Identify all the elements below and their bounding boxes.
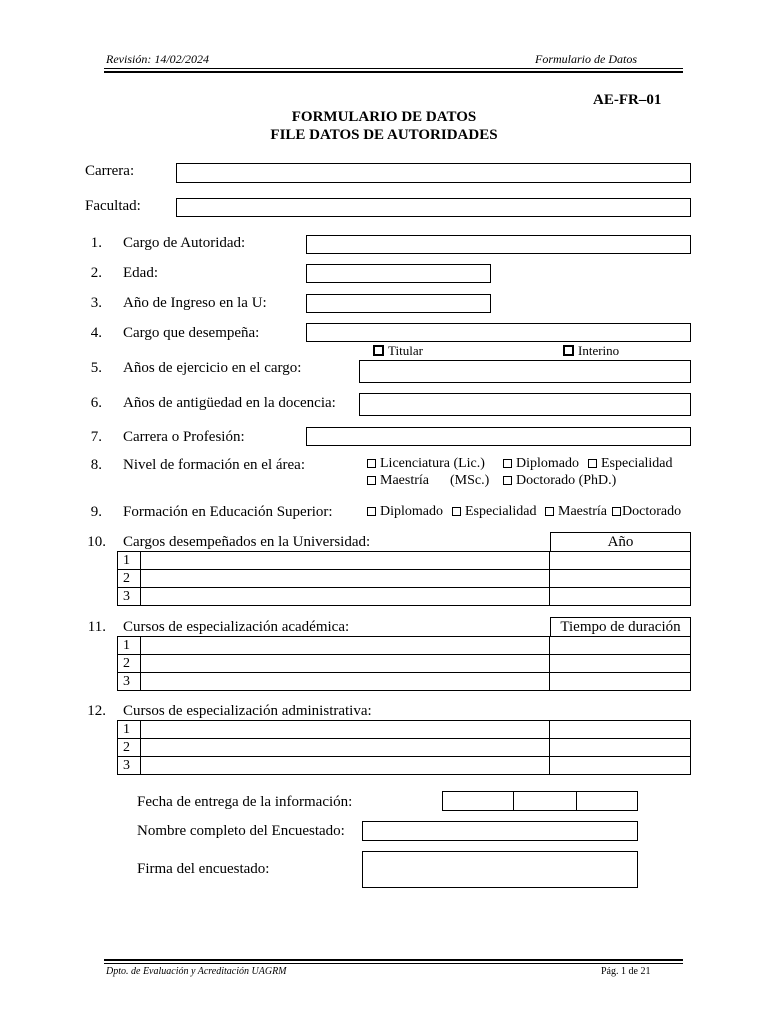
row-number: 1 xyxy=(118,637,141,655)
q9-diplomado-checkbox[interactable] xyxy=(367,507,376,516)
row-number: 2 xyxy=(118,655,141,673)
fecha-dia-field[interactable] xyxy=(442,791,514,811)
interino-checkbox[interactable] xyxy=(563,345,574,356)
q3-number: 3. xyxy=(90,295,102,311)
q2-number: 2. xyxy=(90,265,102,281)
q1-number: 1. xyxy=(90,235,102,251)
nombre-encuestado-label: Nombre completo del Encuestado: xyxy=(137,823,345,839)
duracion-cell[interactable] xyxy=(550,673,691,691)
q8-doctorado-option[interactable] xyxy=(503,473,616,489)
t10-table xyxy=(117,551,691,606)
q8-licenciatura-label: Licenciatura (Lic.) xyxy=(380,456,485,471)
anio-cell[interactable] xyxy=(550,588,691,606)
carrera-field[interactable] xyxy=(176,163,691,183)
nombre-encuestado-field[interactable] xyxy=(362,821,638,841)
q10-number: 10. xyxy=(87,534,106,550)
anio-cell[interactable] xyxy=(550,570,691,588)
table-row xyxy=(118,552,691,570)
row-number: 2 xyxy=(118,739,141,757)
q8-diplomado-label: Diplomado xyxy=(516,456,579,471)
header-rule-thin xyxy=(104,68,683,69)
titular-checkbox[interactable] xyxy=(373,345,384,356)
page-number: Pág. 1 de 21 xyxy=(601,966,651,977)
q8-licenciatura-option[interactable] xyxy=(367,456,485,472)
row-number: 3 xyxy=(118,588,141,606)
q2-label: Edad: xyxy=(123,265,158,281)
q1-label: Cargo de Autoridad: xyxy=(123,235,246,251)
table-row xyxy=(118,673,691,691)
curso-admin-cell[interactable] xyxy=(141,721,550,739)
q8-especialidad-checkbox[interactable] xyxy=(588,459,597,468)
q8-diplomado-checkbox[interactable] xyxy=(503,459,512,468)
curso-cell[interactable] xyxy=(141,673,550,691)
q7-number: 7. xyxy=(90,429,102,445)
q9-label: Formación en Educación Superior: xyxy=(123,504,333,520)
t12-table xyxy=(117,720,691,775)
footer-department: Dpto. de Evaluación y Acreditación UAGRM xyxy=(106,966,287,977)
row-number: 2 xyxy=(118,570,141,588)
q9-diplomado-option[interactable] xyxy=(367,504,443,520)
q12-number: 12. xyxy=(87,703,106,719)
carrera-profesion-field[interactable] xyxy=(306,427,691,446)
t11-duration-header: Tiempo de duración xyxy=(550,617,691,637)
q11-number: 11. xyxy=(87,619,106,635)
anio-cell[interactable] xyxy=(550,552,691,570)
anio-ingreso-field[interactable] xyxy=(306,294,491,313)
q9-especialidad-checkbox[interactable] xyxy=(452,507,461,516)
q9-especialidad-label: Especialidad xyxy=(465,504,537,519)
carrera-label: Carrera: xyxy=(85,163,135,179)
t10-year-header: Año xyxy=(550,532,691,552)
q3-label: Año de Ingreso en la U: xyxy=(123,295,267,311)
q5-label: Años de ejercicio en el cargo: xyxy=(123,360,302,376)
document-name: Formulario de Datos xyxy=(535,52,637,66)
duracion-cell[interactable] xyxy=(550,655,691,673)
firma-field[interactable] xyxy=(362,851,638,888)
duracion-cell[interactable] xyxy=(550,757,691,775)
curso-admin-cell[interactable] xyxy=(141,757,550,775)
form-code: AE-FR–01 xyxy=(593,92,662,108)
q8-maestria-option[interactable] xyxy=(367,473,429,489)
facultad-field[interactable] xyxy=(176,198,691,217)
q8-msc-label: (MSc.) xyxy=(450,473,490,488)
duracion-cell[interactable] xyxy=(550,721,691,739)
cargo-cell[interactable] xyxy=(141,588,550,606)
q9-doctorado-option[interactable] xyxy=(612,504,681,520)
q9-diplomado-label: Diplomado xyxy=(380,504,443,519)
duracion-cell[interactable] xyxy=(550,739,691,757)
cargo-cell[interactable] xyxy=(141,570,550,588)
anios-ejercicio-field[interactable] xyxy=(359,360,691,383)
row-number: 3 xyxy=(118,673,141,691)
q12-label: Cursos de especialización administrativa: xyxy=(123,703,372,719)
cargo-cell[interactable] xyxy=(141,552,550,570)
q10-label: Cargos desempeñados en la Universidad: xyxy=(123,534,371,550)
titular-label: Titular xyxy=(388,343,423,358)
q7-label: Carrera o Profesión: xyxy=(123,429,245,445)
table-row xyxy=(118,721,691,739)
table-row xyxy=(118,570,691,588)
q9-maestria-checkbox[interactable] xyxy=(545,507,554,516)
edad-field[interactable] xyxy=(306,264,491,283)
q6-number: 6. xyxy=(90,395,102,411)
q8-maestria-checkbox[interactable] xyxy=(367,476,376,485)
q9-maestria-option[interactable] xyxy=(545,504,607,520)
footer-rule-thin xyxy=(104,963,683,964)
row-number: 1 xyxy=(118,721,141,739)
curso-cell[interactable] xyxy=(141,637,550,655)
fecha-mes-field[interactable] xyxy=(513,791,577,811)
facultad-label: Facultad: xyxy=(85,198,141,214)
anios-antiguedad-field[interactable] xyxy=(359,393,691,416)
q8-doctorado-checkbox[interactable] xyxy=(503,476,512,485)
curso-cell[interactable] xyxy=(141,655,550,673)
footer-rule-thick xyxy=(104,959,683,961)
header-rule-thick xyxy=(104,71,683,73)
q9-number: 9. xyxy=(90,504,102,520)
t11-table xyxy=(117,636,691,691)
row-number: 1 xyxy=(118,552,141,570)
curso-admin-cell[interactable] xyxy=(141,739,550,757)
table-row xyxy=(118,588,691,606)
fecha-anio-field[interactable] xyxy=(576,791,638,811)
q8-diplomado-option[interactable] xyxy=(503,456,579,472)
form-title: FORMULARIO DE DATOS xyxy=(291,109,477,125)
q8-licenciatura-checkbox[interactable] xyxy=(367,459,376,468)
cargo-autoridad-field[interactable] xyxy=(306,235,691,254)
fecha-entrega-label: Fecha de entrega de la información: xyxy=(137,794,353,810)
q5-number: 5. xyxy=(90,360,102,376)
revision-date: Revisión: 14/02/2024 xyxy=(106,52,209,66)
interino-option[interactable] xyxy=(563,343,619,359)
interino-label: Interino xyxy=(578,343,620,358)
form-subtitle: FILE DATOS DE AUTORIDADES xyxy=(270,127,498,143)
q9-especialidad-option[interactable] xyxy=(452,504,537,520)
q9-doctorado-label: Doctorado xyxy=(622,504,682,519)
q9-doctorado-checkbox[interactable] xyxy=(612,507,621,516)
q4-label: Cargo que desempeña: xyxy=(123,325,260,341)
q9-maestria-label: Maestría xyxy=(558,504,607,519)
q8-label: Nivel de formación en el área: xyxy=(123,457,305,473)
table-row xyxy=(118,655,691,673)
q4-number: 4. xyxy=(90,325,102,341)
table-row xyxy=(118,757,691,775)
titular-option[interactable] xyxy=(373,343,423,359)
firma-label: Firma del encuestado: xyxy=(137,861,270,877)
table-row xyxy=(118,637,691,655)
q8-maestria-label: Maestría xyxy=(380,473,429,488)
q8-number: 8. xyxy=(90,457,102,473)
duracion-cell[interactable] xyxy=(550,637,691,655)
table-row xyxy=(118,739,691,757)
q6-label: Años de antigüedad en la docencia: xyxy=(123,395,336,411)
q11-label: Cursos de especialización académica: xyxy=(123,619,350,635)
row-number: 3 xyxy=(118,757,141,775)
cargo-desempena-field[interactable] xyxy=(306,323,691,342)
q8-especialidad-label: Especialidad xyxy=(601,456,673,471)
q8-especialidad-option[interactable] xyxy=(588,456,673,472)
q8-doctorado-label: Doctorado (PhD.) xyxy=(516,473,617,488)
